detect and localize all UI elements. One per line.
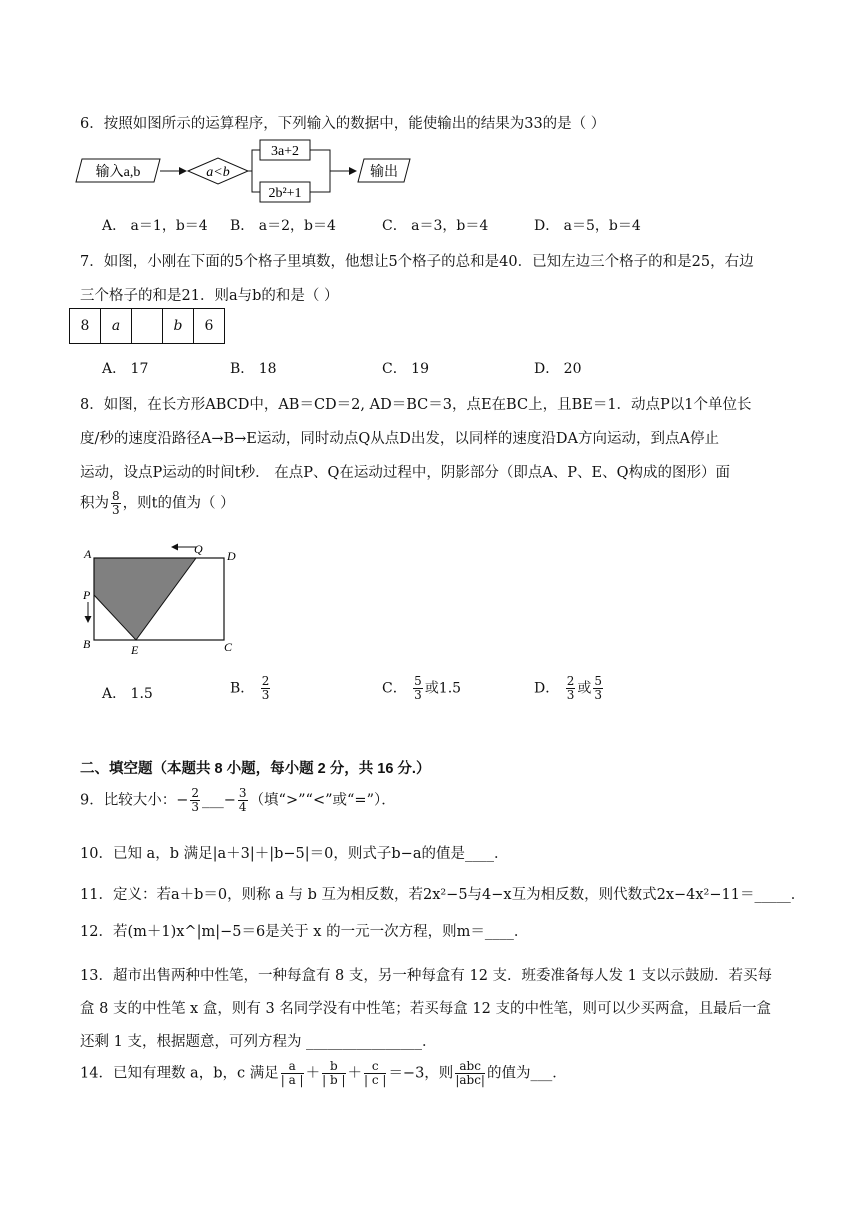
flow-condition-text: a<b [206, 165, 230, 180]
opt-label: C． [382, 680, 407, 697]
q9-pre: 9．比较大小：− [80, 792, 189, 809]
q7-option-b: B． 18 [230, 361, 277, 377]
q7-grid [69, 308, 225, 344]
frac-num: 3 [238, 786, 247, 800]
section-title: 二、填空题（本题共 8 小题，每小题 2 分，共 16 分.） [80, 761, 431, 777]
frac-den: | b | [322, 1073, 346, 1087]
frac-den: 4 [238, 800, 247, 814]
opt-label: D． [534, 680, 560, 697]
q14-pre: 14．已知有理数 a，b，c 满足 [80, 1065, 279, 1082]
q13-line1: 13．超市出售两种中性笔，一种每盒有 8 支，另一种每盒有 12 支．班委准备每人发 1 支以示鼓励．若买每 [80, 968, 773, 984]
shaded-region [94, 558, 196, 640]
q8-line4-post: ，则t的值为（ ） [122, 495, 235, 512]
q8-line3: 运动，设点P运动的时间t秒． 在点P、Q在运动过程中，阴影部分（即点A、P、E、Q构成的图形）面 [80, 465, 731, 481]
frac-den: 3 [261, 688, 270, 702]
q7-line1: 7．如图，小刚在下面的5个格子里填数，他想让5个格子的总和是40．已知左边三个格子的和是25，右边 [80, 254, 754, 270]
q6-flowchart [74, 138, 414, 206]
frac-num: 2 [191, 786, 200, 800]
q14-eq: ＝−3，则 [388, 1065, 454, 1082]
q9-post: （填“>”“<”或“=”）． [249, 792, 396, 809]
frac-den: 3 [112, 503, 120, 517]
q8-option-b [230, 675, 272, 702]
q8-line4 [80, 490, 235, 517]
fraction [364, 1060, 386, 1087]
grid-cell: b [163, 309, 194, 344]
label-p: P [83, 588, 91, 602]
fraction [190, 787, 200, 814]
frac-den: 3 [191, 800, 200, 814]
opt-post: 或1.5 [424, 680, 462, 697]
frac-num: 2 [566, 674, 575, 688]
q9 [80, 787, 396, 814]
q8-rectangle-figure [76, 538, 246, 658]
q12: 12．若(m＋1)x^|m|−5＝6是关于 x 的一元一次方程，则m＝____． [80, 924, 529, 940]
grid-cell: a [101, 309, 132, 344]
q6-option-c: C． a＝3，b＝4 [382, 218, 489, 234]
q7-option-d: D． 20 [534, 361, 582, 377]
label-q: Q [194, 542, 203, 556]
frac-den: | a | [280, 1073, 304, 1087]
frac-num: b [322, 1060, 345, 1074]
q8-line2: 度/秒的速度沿路径A→B→E运动，同时动点Q从点D出发，以同样的速度沿DA方向运动，到点A停止 [80, 431, 719, 447]
frac-den: |abc| [455, 1073, 485, 1087]
q8-option-a: A． 1.5 [102, 686, 153, 702]
q7-option-a: A． 17 [102, 361, 149, 377]
frac-den: 3 [594, 688, 602, 702]
fraction [261, 675, 271, 702]
q6-option-a: A． a＝1，b＝4 [102, 218, 208, 234]
label-c: C [224, 640, 233, 654]
flow-top-text: 3a+2 [270, 144, 300, 159]
frac-num: 5 [414, 674, 422, 688]
fraction [281, 1060, 304, 1087]
label-b: B [83, 637, 91, 651]
fraction [413, 675, 423, 702]
fraction [238, 787, 248, 814]
q8-option-d [534, 675, 605, 702]
opt-mid: 或 [577, 680, 592, 697]
grid-cell: 6 [194, 309, 225, 344]
frac-num: abc [455, 1060, 485, 1074]
frac-den: 3 [566, 688, 575, 702]
flow-bottom-text: 2b²+1 [268, 186, 302, 201]
label-e: E [131, 643, 139, 657]
q8-line1: 8．如图，在长方形ABCD中，AB＝CD＝2, AD＝BC＝3，点E在BC上，且BE＝1．动点P以1个单位长 [80, 397, 752, 413]
q7-line2: 三个格子的和是21．则a与b的和是（ ） [80, 288, 339, 304]
q10: 10．已知 a，b 满足|a＋3|＋|b−5|＝0，则式子b−a的值是____． [80, 846, 509, 862]
frac-den: | c | [364, 1073, 387, 1087]
q14: 14．已知有理数 a，b，c 满足 $\frac{a}{| a |}$ ＋ $\frac{b}{| b |}$ ＋ $\frac{c}{| c |}$ ＝−3，则 $\frac{\text{abc}}{\text{|abc|}}$ 的值为___． [80, 1059, 567, 1087]
frac-den: 3 [414, 688, 422, 702]
opt-label: B． [230, 680, 255, 697]
fraction [111, 490, 121, 517]
q14-post: 的值为___． [486, 1065, 567, 1082]
q8-line4-pre: 积为 [80, 495, 109, 512]
fraction [322, 1060, 345, 1087]
q6-stem: 6．按照如图所示的运算程序，下列输入的数据中，能使输出的结果为33的是（ ） [80, 116, 606, 132]
frac-num: 5 [594, 674, 602, 688]
q6-option-b: B． a＝2，b＝4 [230, 218, 336, 234]
fraction [455, 1060, 485, 1087]
q8-option-c [382, 675, 461, 702]
grid-cell [132, 309, 163, 344]
flow-output-text: 输出 [370, 165, 398, 180]
q7-option-c: C． 19 [382, 361, 429, 377]
q9-mid: ___− [202, 792, 236, 809]
label-d: D [227, 549, 236, 563]
flow-input-text: 输入a,b [95, 165, 141, 180]
frac-num: 2 [261, 674, 270, 688]
grid-cell: 8 [70, 309, 101, 344]
frac-num: 8 [112, 489, 120, 503]
fraction [593, 675, 603, 702]
frac-num: c [364, 1060, 386, 1074]
q13-line2: 盒 8 支的中性笔 x 盒，则有 3 名同学没有中性笔；若买每盒 12 支的中性笔，则可以少买两盒，且最后一盒 [80, 1001, 771, 1017]
frac-num: a [281, 1060, 304, 1074]
q6-option-d: D． a＝5，b＝4 [534, 218, 641, 234]
q13-line3: 还剩 1 支，根据题意，可列方程为 ________________． [80, 1034, 437, 1050]
label-a: A [84, 547, 92, 561]
fraction [566, 675, 576, 702]
q11: 11．定义：若a＋b＝0，则称 a 与 b 互为相反数，若2x²−5与4−x互为相反数，则代数式2x−4x²−11＝_____． [80, 887, 806, 903]
